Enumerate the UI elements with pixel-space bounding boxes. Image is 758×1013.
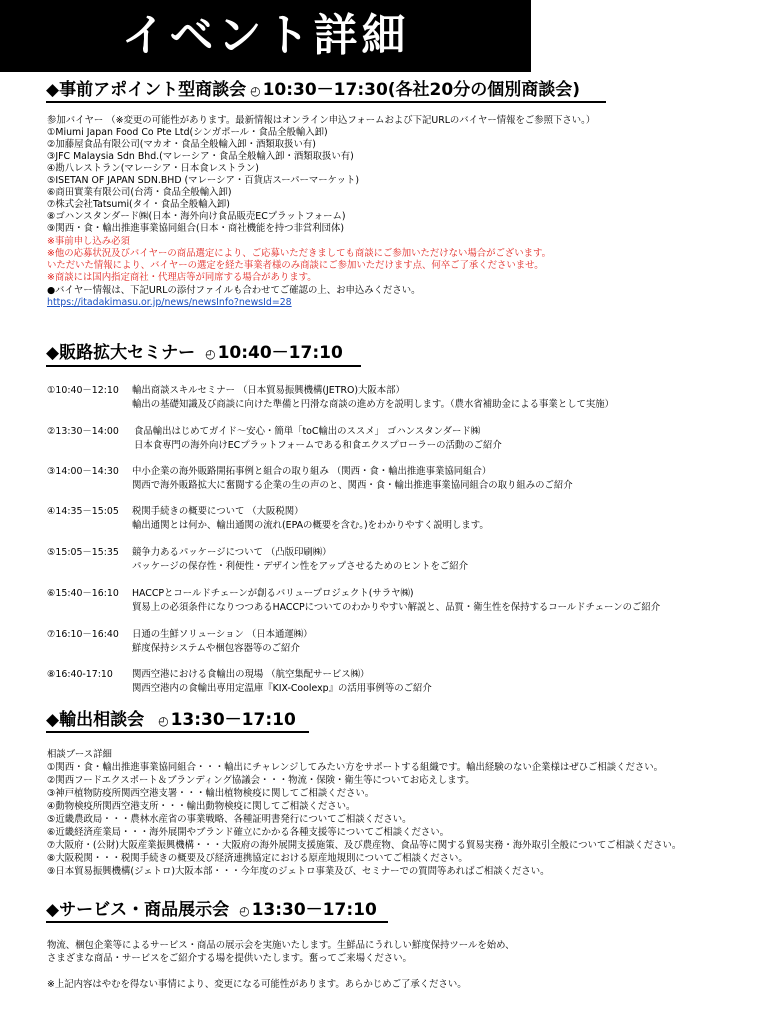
seminar-time: ①10:40－12:10: [47, 385, 119, 396]
seminar-desc: 輸出の基礎知識及び商談に向けた準備と円滑な商談の進め方を説明します。（農水省補助金による事業として実施）: [132, 399, 615, 410]
consult-booth-item: ⑨日本貿易振興機構(ジェトロ)大阪本部・・・今年度のジェトロ事業及び、セミナーでの質問等あればご相談ください。: [47, 866, 550, 877]
seminar-time: ⑧16:40-17:10: [47, 669, 113, 680]
clock-icon: ◴: [158, 714, 169, 728]
warning-note: ※商談には国内指定商社・代理店等が同席する場合があります。: [47, 272, 317, 283]
seminar-time: ⑤15:05－15:35: [47, 547, 119, 558]
footnote: ※上記内容はやむを得ない事情により、変更になる可能性があります。あらかじめご了承ください。: [47, 979, 467, 990]
buyer-item: ⑥商田實業有限公司(台湾・食品全般輸入卸): [47, 187, 232, 198]
buyer-item: ⑨関西・食・輸出推進事業協同組合(日本・商社機能を持つ非営利団体): [47, 223, 344, 234]
section-heading-time: 13:30－17:10: [251, 900, 377, 920]
seminar-title: HACCPとコールドチェーンが創るバリュープロジェクト(サラヤ㈱): [132, 588, 414, 599]
seminar-desc: 関西で海外販路拡大に奮闘する企業の生の声のと、関西・食・輸出推進事業協同組合の取り組みのご紹介: [132, 480, 573, 491]
seminar-title: 競争力あるパッケージについて （凸版印刷㈱）: [132, 547, 332, 558]
warning-note: ※他の応募状況及びバイヤーの商品選定により、ご応募いただきましても商談にご参加いただけない場合がございます。: [47, 248, 551, 259]
section-heading-time: 13:30－17:10: [170, 710, 296, 730]
section-underline: [46, 101, 606, 103]
clock-icon: ◴: [239, 904, 250, 918]
buyer-item: ④勘八レストラン(マレーシア・日本食レストラン): [47, 163, 259, 174]
seminar-title: 輸出商談スキルセミナー （日本貿易振興機構(JETRO)大阪本部）: [132, 385, 405, 396]
buyer-item: ⑧ゴハンスタンダード㈱(日本・海外向け食品販売ECプラットフォーム): [47, 211, 346, 222]
buyer-item: ⑦株式会社Tatsumi(タイ・食品全般輸入卸): [47, 199, 230, 210]
seminar-title: 中小企業の海外販路開拓事例と組合の取り組み （関西・食・輸出推進事業協同組合）: [132, 466, 492, 477]
seminar-time: ⑥15:40－16:10: [47, 588, 119, 599]
seminar-time: ②13:30－14:00: [47, 426, 119, 437]
consult-booth-item: ①関西・食・輸出推進事業協同組合・・・輸出にチャレンジしてみたい方をサポートする組織です。輸出経験のない企業様はぜひご相談ください。: [47, 762, 664, 773]
seminar-desc: 輸出通関とは何か、輸出通関の流れ(EPAの概要を含む。)をわかりやすく説明します。: [132, 520, 489, 531]
consult-booth-item: ④動物検疫所関西空港支所・・・輸出動物検疫に関してご相談ください。: [47, 801, 356, 812]
buyer-item: ⑤ISETAN OF JAPAN SDN.BHD (マレーシア・百貨店スーパーマーケット): [47, 175, 359, 186]
page-title-banner: イベント詳細: [0, 0, 531, 72]
seminar-title: 食品輸出はじめてガイド～安心・簡単「toC輸出のススメ」 ゴハンスタンダード㈱: [134, 426, 481, 437]
consult-booth-item: ⑥近畿経済産業局・・・海外展開やブランド確立にかかる各種支援等についてご相談ください。: [47, 827, 449, 838]
warning-note: いただいた情報により、バイヤーの選定を経た事業者様のみ商談にご参加いただけます点、何卒ご了承くださいませ。: [47, 260, 544, 271]
expo-description: 物流、梱包企業等によるサービス・商品の展示会を実施いたします。生鮮品にうれしい鮮度保持ツールを始め、: [47, 940, 515, 951]
seminar-time: ③14:00－14:30: [47, 466, 119, 477]
section-heading-label: ◆サービス・商品展示会: [46, 900, 230, 920]
section-heading-label: ◆事前アポイント型商談会: [46, 80, 247, 100]
seminar-desc: 貿易上の必須条件になりつつあるHACCPについてのわかりやすい解説と、品質・衛生性を保持するコールドチェーンのご紹介: [132, 602, 661, 613]
seminar-desc: 関西空港内の食輸出専用定温庫『KIX-Coolexp』の活用事例等のご紹介: [132, 683, 432, 694]
seminar-title: 関西空港における食輸出の現場 （航空集配サービス㈱）: [132, 669, 370, 680]
section-heading-label: ◆販路拡大セミナー: [46, 343, 196, 363]
consult-booth-item: ⑤近畿農政局・・・農林水産省の事業戦略、各種証明書発行についてご相談ください。: [47, 814, 412, 825]
seminar-time: ⑦16:10－16:40: [47, 629, 119, 640]
seminar-desc: 日本食専門の海外向けECプラットフォームである和食エクスプローラーの活動のご紹介: [134, 440, 502, 451]
buyer-item: ③JFC Malaysia Sdn Bhd.(マレーシア・食品全般輸入卸・酒類取扱い有): [47, 151, 354, 162]
seminar-title: 日通の生鮮ソリューション （日本通運㈱）: [132, 629, 313, 640]
buyer-info-note: ●バイヤー情報は、下記URLの添付ファイルも合わせてご確認の上、お申込みください。: [47, 285, 421, 296]
buyer-info-link[interactable]: https://itadakimasu.or.jp/news/newsInfo?newsId=28: [47, 297, 292, 308]
seminar-title: 税関手続きの概要について （大阪税関）: [132, 506, 304, 517]
buyer-item: ①Miumi Japan Food Co Pte Ltd(シンガポール・食品全般輸入卸): [47, 127, 328, 138]
consult-booth-item: ⑧大阪税関・・・税関手続きの概要及び経済連携協定における原産地規則についてご相談ください。: [47, 853, 468, 864]
consult-booth-item: ⑦大阪府・(公財)大阪産業振興機構・・・大阪府の海外展開支援施策、及び農産物、食品等に関する貿易実務・海外取引全般についてご相談ください。: [47, 840, 682, 851]
section-heading-consult: [46, 708, 296, 732]
section-heading-label: ◆輸出相談会: [46, 710, 145, 730]
clock-icon: ◴: [250, 84, 261, 98]
consult-booth-item: ③神戸植物防疫所関西空港支署・・・輸出植物検疫に関してご相談ください。: [47, 788, 375, 799]
section-heading-time: 10:40－17:10: [217, 343, 343, 363]
section-heading-time: 10:30－17:30(各社20分の個別商談会): [262, 80, 580, 100]
seminar-time: ④14:35－15:05: [47, 506, 119, 517]
section-heading-appointment: [46, 78, 580, 102]
consult-booth-item: ②関西フードエクスポート＆ブランディング協議会・・・物流・保険・衛生等についてお応えします。: [47, 775, 475, 786]
seminar-desc: パッケージの保存性・利便性・デザイン性をアップさせるためのヒントをご紹介: [132, 561, 469, 572]
expo-description: さまざまな商品・サービスをご紹介する場を提供いたします。奮ってご来場ください。: [47, 953, 412, 964]
buyer-intro: 参加バイヤー （※変更の可能性があります。最新情報はオンライン申込フォームおよび下記URLのバイヤー情報をご参照下さい。）: [47, 115, 596, 126]
warning-note: ※事前申し込み必須: [47, 236, 130, 247]
section-underline: [46, 921, 388, 923]
seminar-desc: 鮮度保持システムや梱包容器等のご紹介: [132, 643, 300, 654]
section-underline: [46, 731, 309, 733]
section-heading-seminar: [46, 341, 343, 365]
buyer-item: ②加藤屋食品有限公司(マカオ・食品全般輸入卸・酒類取扱い有): [47, 139, 316, 150]
section-underline: [46, 365, 361, 367]
clock-icon: ◴: [205, 347, 216, 361]
consult-booth-title: 相談ブース詳細: [47, 749, 112, 760]
section-heading-expo: [46, 898, 377, 922]
